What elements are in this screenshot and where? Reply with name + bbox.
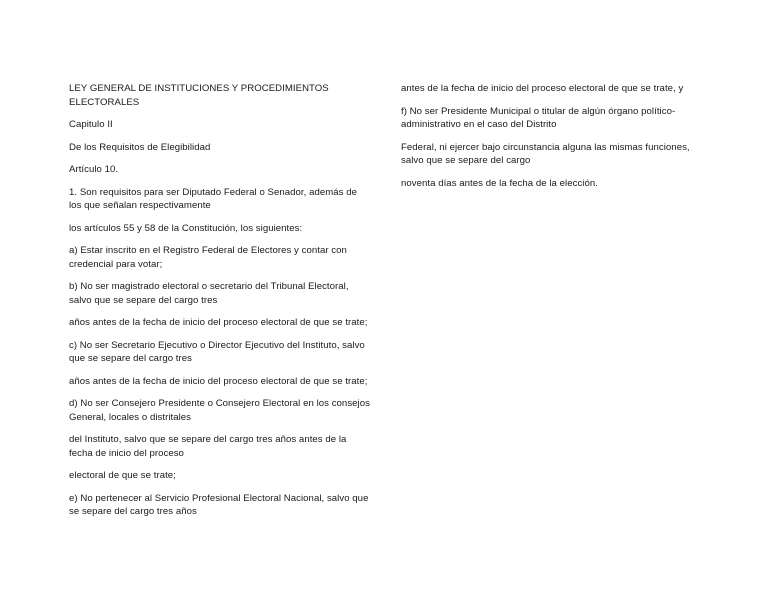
chapter-heading: Capitulo II bbox=[69, 119, 113, 130]
paragraph: f) No ser Presidente Municipal o titular de algún órgano político-administrativo en el caso del Distrito bbox=[401, 105, 676, 130]
paragraph: del Instituto, salvo que se separe del cargo tres años antes de la fecha de inicio del proceso bbox=[69, 434, 347, 459]
section-heading: De los Requisitos de Elegibilidad bbox=[69, 141, 211, 153]
paragraph: e) No pertenecer al Servicio Profesional Electoral Nacional, salvo que se separe del cargo tres años bbox=[69, 492, 369, 517]
paragraph: d) No ser Consejero Presidente o Consejero Electoral en los consejos General, locales o distritales bbox=[69, 398, 370, 423]
paragraph: Federal, ni ejercer bajo circunstancia alguna las mismas funciones, salvo que se separe del cargo bbox=[401, 141, 690, 166]
paragraph: electoral de que se trate; bbox=[69, 470, 176, 481]
paragraph: c) No ser Secretario Ejecutivo o Director Ejecutivo del Instituto, salvo que se separe del cargo tres bbox=[69, 339, 365, 364]
paragraph: antes de la fecha de inicio del proceso electoral de que se trate, y bbox=[401, 83, 684, 94]
paragraph: 1. Son requisitos para ser Diputado Federal o Senador, además de los que señalan respectivamente bbox=[69, 186, 357, 211]
paragraph: a) Estar inscrito en el Registro Federal de Electores y contar con credencial para votar; bbox=[69, 245, 347, 270]
paragraph: años antes de la fecha de inicio del proceso electoral de que se trate; bbox=[69, 375, 368, 387]
law-title: LEY GENERAL DE INSTITUCIONES Y PROCEDIMIENTOS ELECTORALES bbox=[69, 83, 329, 108]
paragraph: b) No ser magistrado electoral o secretario del Tribunal Electoral, salvo que se separe del cargo tres bbox=[69, 281, 349, 306]
paragraph: años antes de la fecha de inicio del proceso electoral de que se trate; bbox=[69, 317, 368, 328]
right-column bbox=[401, 82, 693, 199]
article-heading: Artículo 10. bbox=[69, 164, 119, 175]
left-column bbox=[69, 82, 371, 528]
paragraph: noventa días antes de la fecha de la elección. bbox=[401, 177, 598, 189]
paragraph: los artículos 55 y 58 de la Constitución, los siguientes: bbox=[69, 222, 303, 234]
